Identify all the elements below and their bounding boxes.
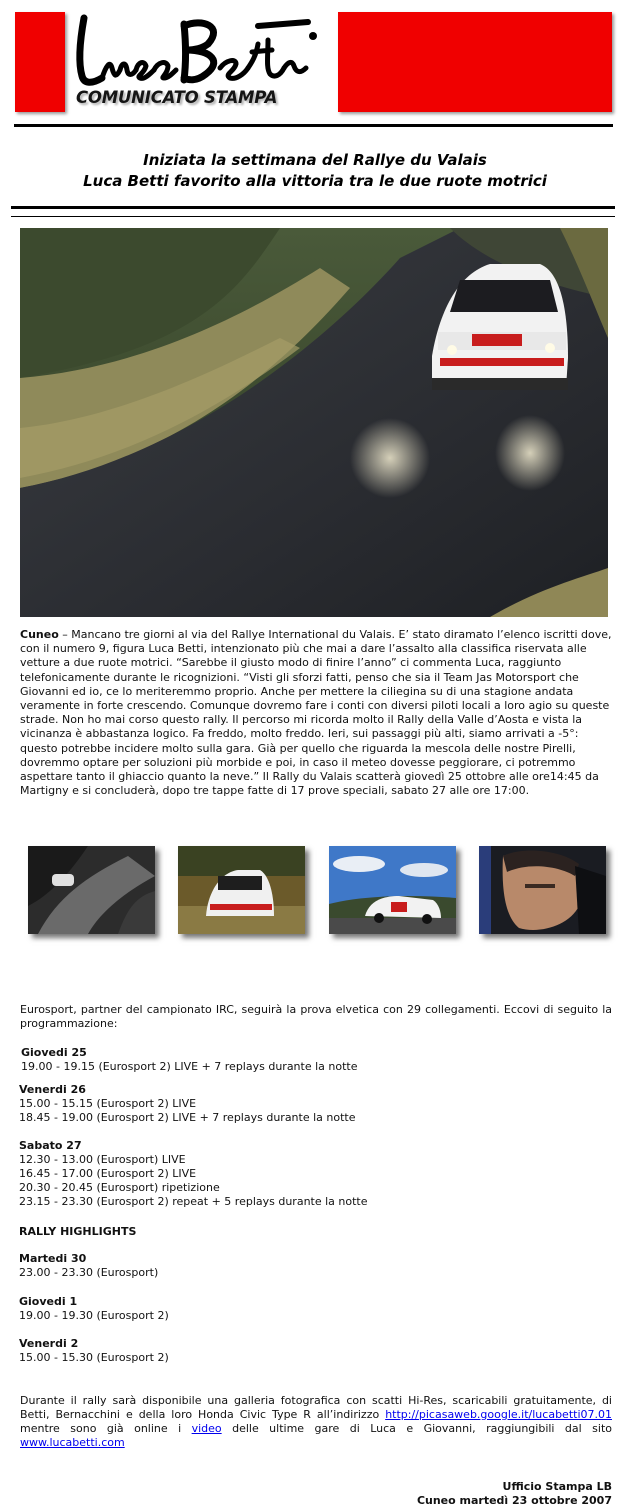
schedule-day-2 bbox=[19, 1083, 356, 1125]
video-link[interactable]: video bbox=[191, 1422, 222, 1435]
gallery-text-3: delle ultime gare di Luca e Giovanni, raggiungibili dal sito bbox=[221, 1422, 612, 1435]
thumbnail-photo-3[interactable] bbox=[329, 846, 456, 934]
header-divider bbox=[14, 124, 613, 127]
schedule-line: 23.15 - 23.30 (Eurosport 2) repeat + 5 replays durante la notte bbox=[19, 1195, 368, 1208]
thumbnail-photo-1[interactable] bbox=[28, 846, 155, 934]
highlight-day-title: Giovedi 1 bbox=[19, 1295, 78, 1308]
schedule-line: 15.00 - 15.15 (Eurosport 2) LIVE bbox=[19, 1097, 197, 1110]
highlight-day-1 bbox=[19, 1252, 158, 1280]
schedule-line: 20.30 - 20.45 (Eurosport) ripetizione bbox=[19, 1181, 220, 1194]
signature-office: Ufficio Stampa LB bbox=[502, 1480, 612, 1493]
schedule-day-title: Giovedi 25 bbox=[21, 1046, 87, 1059]
thumbnail-photo-4[interactable] bbox=[479, 846, 606, 934]
schedule-day-3 bbox=[19, 1139, 368, 1209]
highlight-line: 19.00 - 19.30 (Eurosport 2) bbox=[19, 1309, 169, 1322]
headline-divider bbox=[11, 206, 615, 209]
article-body bbox=[20, 628, 612, 798]
website-link[interactable]: www.lucabetti.com bbox=[20, 1436, 125, 1449]
signature-date: Cuneo martedì 23 ottobre 2007 bbox=[416, 1494, 612, 1507]
main-rally-photo bbox=[20, 228, 608, 617]
highlight-line: 15.00 - 15.30 (Eurosport 2) bbox=[19, 1351, 169, 1364]
schedule-day-1 bbox=[21, 1046, 358, 1074]
headline-line-2: Luca Betti favorito alla vittoria tra le due ruote motrici bbox=[83, 172, 547, 190]
highlight-day-3 bbox=[19, 1337, 169, 1365]
header-red-block-right bbox=[338, 12, 612, 112]
gallery-text-1: Durante il rally sarà disponibile una galleria fotografica con scatti Hi-Res, scaricabili gratuitamente, di Betti, Bernacchini e della loro Honda Civic Type R all’indirizzo bbox=[20, 1394, 612, 1421]
gallery-text-2: mentre sono già online i bbox=[20, 1422, 192, 1435]
picasa-gallery-link[interactable]: http://picasaweb.google.it/lucabetti07.01 bbox=[385, 1408, 612, 1421]
schedule-line: 18.45 - 19.00 (Eurosport 2) LIVE + 7 replays durante la notte bbox=[19, 1111, 356, 1124]
header-red-block-left bbox=[15, 12, 65, 112]
gallery-paragraph bbox=[20, 1394, 612, 1450]
eurosport-intro: Eurosport, partner del campionato IRC, seguirà la prova elvetica con 29 collegamenti. Eccovi di seguito la programmazione: bbox=[20, 1003, 612, 1030]
highlights-title: RALLY HIGHLIGHTS bbox=[19, 1225, 137, 1238]
headline-line-1: Iniziata la settimana del Rallye du Valais bbox=[143, 151, 487, 169]
schedule-day-title: Sabato 27 bbox=[19, 1139, 82, 1152]
highlight-day-title: Martedi 30 bbox=[19, 1252, 87, 1265]
schedule-day-title: Venerdi 26 bbox=[19, 1083, 86, 1096]
schedule-line: 16.45 - 17.00 (Eurosport 2) LIVE bbox=[19, 1167, 197, 1180]
thumbnail-photo-2[interactable] bbox=[178, 846, 305, 934]
article-dateline: Cuneo bbox=[20, 628, 59, 641]
highlight-day-2 bbox=[19, 1295, 169, 1323]
highlight-day-title: Venerdi 2 bbox=[19, 1337, 79, 1350]
header-subtitle: COMUNICATO STAMPA bbox=[76, 88, 278, 107]
headline-divider-thin bbox=[11, 216, 615, 217]
schedule-line: 12.30 - 13.00 (Eurosport) LIVE bbox=[19, 1153, 186, 1166]
article-text: – Mancano tre giorni al via del Rallye International du Valais. E’ stato diramato l’elenco iscritti dove, con il numero 9, figura Luca Betti, intenzionato più che mai a dare l’assalto alla classifica riservata alle vetture a due ruote motrici. “Sarebbe il giusto modo di finire l’anno” ci commenta Luca, raggiunto telefonicamente durante le ricognizioni. “Visti gli sforzi fatti, penso che sia il Team Jas Motorsport che Giovanni ed io, ce lo meriteremmo proprio. Anche per mettere la ciliegina su di una stagione andata veramente in forte crescendo. Comunque dovremo fare i conti con diversi piloti locali a loro agio su queste strade. Non ho mai corso questo rally. Il percorso mi ricorda molto il Rally della Valle d’Aosta e vista la vicinanza è abbastanza logico. Fa freddo, molto freddo. Ieri, sui passaggi più alti, siamo arrivati a -5°: questo potrebbe incidere molto sulla gara. Già per quello che riguarda la mescola delle nostre Pirelli, dovremmo optare per soluzioni più morbide e poi, in caso il meteo dovesse peggiorare, ci potremmo aspettare tanto il ghiaccio quanto la neve.” Il Rally du Valais scatterà giovedì 25 ottobre alle ore14:45 da Martigny e si concluderà, dopo tre tappe fatte di 17 prove speciali, sabato 27 alle ore 17:00. bbox=[20, 628, 612, 798]
highlight-line: 23.00 - 23.30 (Eurosport) bbox=[19, 1266, 159, 1279]
schedule-line: 19.00 - 19.15 (Eurosport 2) LIVE + 7 replays durante la notte bbox=[21, 1060, 358, 1073]
